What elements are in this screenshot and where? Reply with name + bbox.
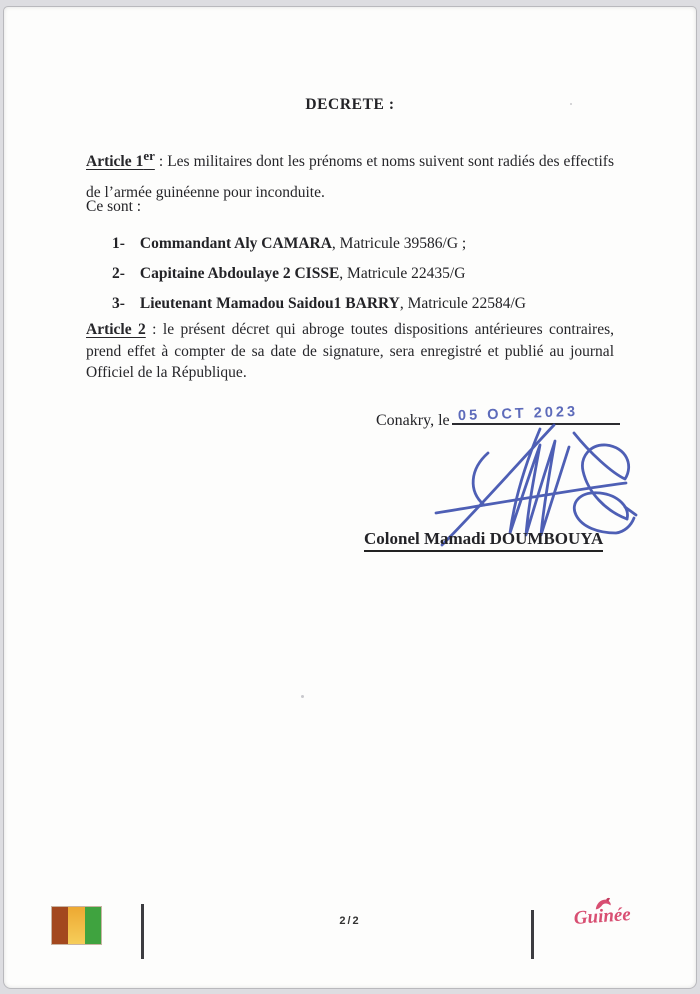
list-item bbox=[112, 289, 526, 319]
article-2-label: Article 2 bbox=[86, 321, 146, 338]
officer-name: Commandant Aly CAMARA bbox=[139, 235, 332, 252]
article-1-separator: : bbox=[154, 153, 168, 171]
article-2-paragraph bbox=[86, 319, 614, 384]
list-item bbox=[112, 229, 526, 259]
list-item-number: 1- bbox=[112, 235, 125, 252]
article-2-separator: : bbox=[145, 321, 163, 338]
list-item-number: 3- bbox=[112, 295, 125, 312]
article-1-superscript: er bbox=[143, 148, 155, 163]
scan-speck bbox=[301, 695, 304, 698]
logo-text: Guinée bbox=[573, 904, 632, 929]
article-1-label: Article 1er bbox=[86, 148, 155, 171]
dismissed-officers-list bbox=[112, 229, 526, 319]
guinee-logo bbox=[559, 894, 645, 931]
officer-matricule: , Matricule 39586/G ; bbox=[331, 235, 467, 252]
officer-matricule: , Matricule 22584/G bbox=[399, 295, 526, 312]
footer-right-divider bbox=[531, 910, 534, 959]
signatory-name: Colonel Mamadi DOUMBOUYA bbox=[364, 529, 603, 552]
article-1-text: Les militaires dont les prénoms et noms suivent sont radiés des effectifs de l’armée guinéenne pour inconduite. bbox=[86, 153, 614, 202]
place-and-date-label: Conakry, le bbox=[376, 412, 450, 429]
page-number: 2/2 bbox=[339, 915, 361, 927]
roster-intro: Ce sont : bbox=[86, 198, 142, 215]
list-item bbox=[112, 259, 526, 289]
decree-title: DECRETE : bbox=[305, 96, 395, 113]
officer-matricule: , Matricule 22435/G bbox=[339, 265, 466, 282]
scanned-decree-page bbox=[3, 6, 697, 989]
article-2-text: le présent décret qui abroge toutes dispositions antérieures contraires, prend effet à compter de sa date de signature, sera enregistré et publié au journal Officiel de la République. bbox=[86, 321, 614, 381]
officer-name: Lieutenant Mamadou Saidou1 BARRY bbox=[139, 295, 400, 312]
scan-speck bbox=[570, 103, 572, 105]
footer-left-divider bbox=[141, 904, 144, 959]
article-1-paragraph bbox=[86, 140, 614, 208]
list-item-number: 2- bbox=[112, 265, 125, 282]
officer-name: Capitaine Abdoulaye 2 CISSE bbox=[139, 265, 340, 282]
date-stamp: 05 OCT 2023 bbox=[457, 403, 578, 425]
